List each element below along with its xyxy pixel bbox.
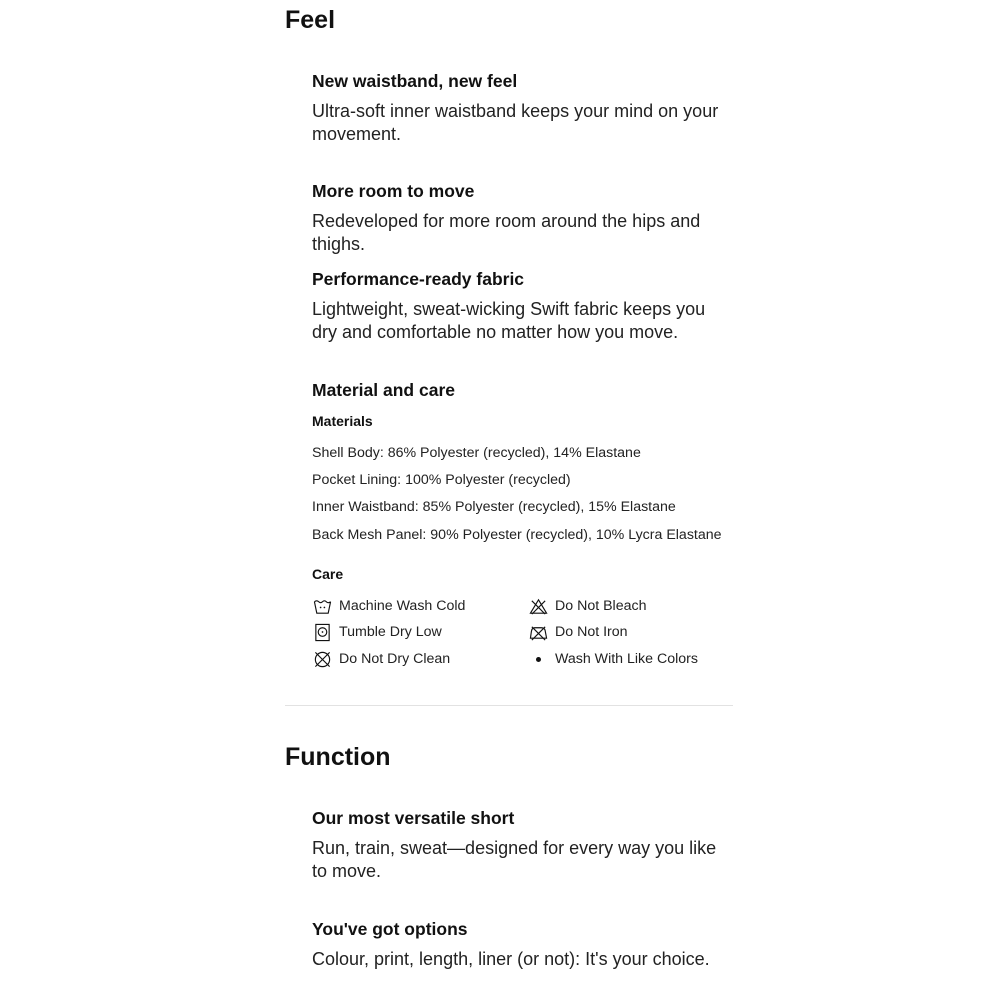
- feature-description: Colour, print, length, liner (or not): It's your choice.: [312, 949, 710, 969]
- do-not-bleach-icon: [528, 596, 548, 616]
- bullet-icon: [528, 649, 548, 669]
- feature-title: More room to move: [312, 181, 475, 201]
- feature-room-to-move: [312, 180, 722, 255]
- section-heading-function: Function: [285, 743, 391, 771]
- tumble-dry-low-icon: [312, 622, 332, 642]
- feature-performance-fabric: [312, 268, 722, 343]
- feature-title: New waistband, new feel: [312, 71, 518, 91]
- material-care-block: [312, 379, 722, 401]
- feature-waistband: [312, 70, 722, 145]
- feature-description: Ultra-soft inner waistband keeps your mind on your movement.: [312, 101, 719, 144]
- care-item-do-not-dry-clean: [312, 649, 450, 669]
- machine-wash-cold-icon: [312, 596, 332, 616]
- care-label: Wash With Like Colors: [555, 651, 698, 667]
- material-line: Shell Body: 86% Polyester (recycled), 14% Elastane: [312, 445, 641, 461]
- material-line: Pocket Lining: 100% Polyester (recycled): [312, 472, 571, 488]
- material-line: Inner Waistband: 85% Polyester (recycled), 15% Elastane: [312, 499, 676, 515]
- do-not-iron-icon: [528, 622, 548, 642]
- material-line: Back Mesh Panel: 90% Polyester (recycled), 10% Lycra Elastane: [312, 527, 722, 543]
- care-item-do-not-iron: [528, 622, 628, 642]
- care-label: Machine Wash Cold: [339, 598, 466, 614]
- feature-versatile-short: [312, 807, 722, 882]
- feature-title: Performance-ready fabric: [312, 269, 525, 289]
- care-label: Do Not Bleach: [555, 598, 647, 614]
- care-label: Do Not Dry Clean: [339, 651, 451, 667]
- feature-title: Our most versatile short: [312, 808, 515, 828]
- care-item-machine-wash-cold: [312, 596, 465, 616]
- care-label: Do Not Iron: [555, 624, 628, 640]
- feature-options: [312, 918, 722, 971]
- section-divider: [285, 705, 733, 706]
- feature-title: You've got options: [312, 919, 468, 939]
- care-item-tumble-dry-low: [312, 622, 442, 642]
- feature-description: Redeveloped for more room around the hips and thighs.: [312, 211, 701, 254]
- material-care-title: Material and care: [312, 380, 455, 400]
- feature-description: Run, train, sweat—designed for every way you like to move.: [312, 838, 717, 881]
- care-heading: Care: [312, 566, 344, 582]
- do-not-dry-clean-icon: [312, 649, 332, 669]
- section-heading-feel: Feel: [285, 6, 336, 34]
- care-item-wash-with-like-colors: [528, 649, 698, 669]
- care-item-do-not-bleach: [528, 596, 646, 616]
- materials-heading: Materials: [312, 413, 373, 429]
- feature-description: Lightweight, sweat-wicking Swift fabric keeps you dry and comfortable no matter how you move.: [312, 299, 706, 342]
- care-label: Tumble Dry Low: [339, 624, 442, 640]
